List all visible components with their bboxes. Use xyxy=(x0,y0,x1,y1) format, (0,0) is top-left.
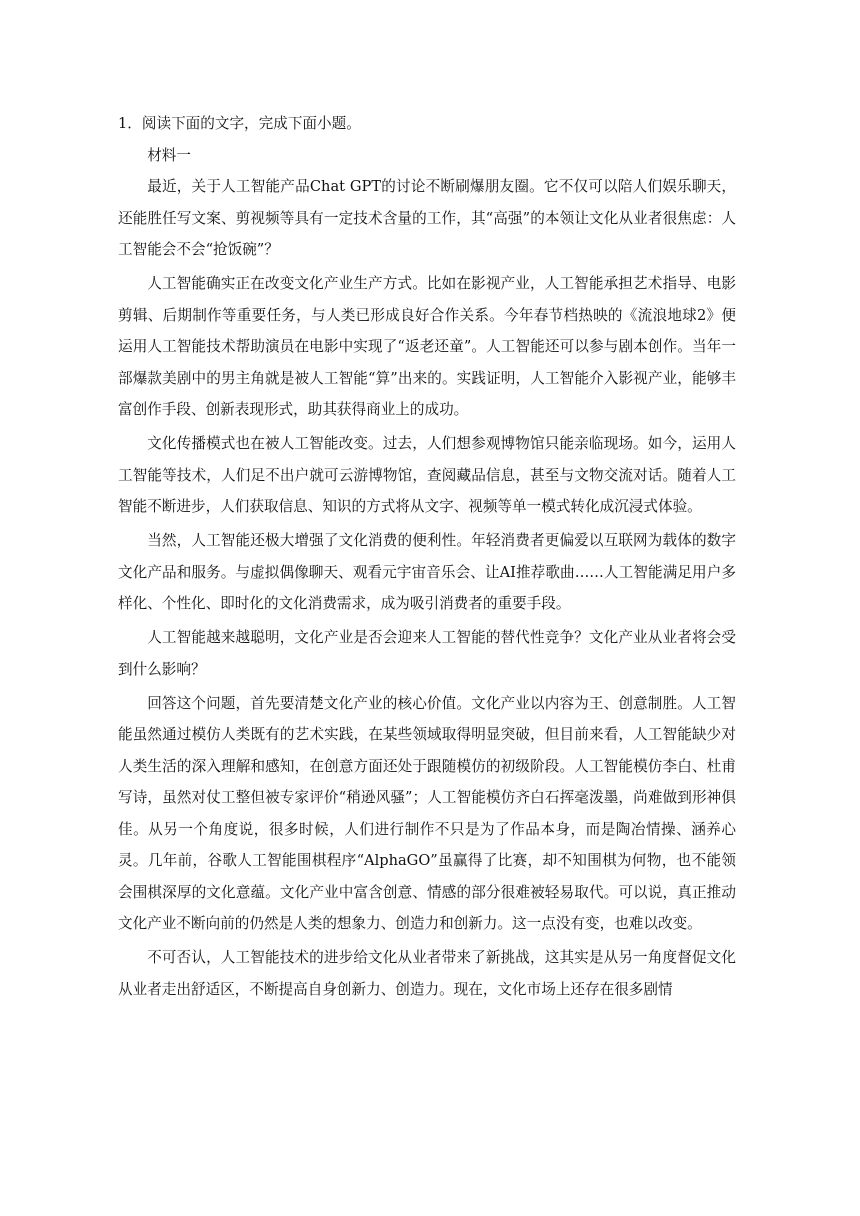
paragraph: 人工智能越来越聪明，文化产业是否会迎来人工智能的替代性竞争？文化产业从业者将会受到什么影响？ xyxy=(118,629,736,678)
material-heading: 材料一 xyxy=(147,146,191,164)
paragraph: 最近，关于人工智能产品Chat GPT的讨论不断刷爆朋友圈。它不仅可以陪人们娱乐聊天，还能胜任写文案、剪视频等具有一定技术含量的工作，其“高强”的本领让文化从业者很焦虑：人工智能会不会“抢饭碗”？ xyxy=(118,178,736,258)
question-prompt: 1．阅读下面的文字，完成下面小题。 xyxy=(118,115,361,132)
paragraph: 文化传播模式也在被人工智能改变。过去，人们想参观博物馆只能亲临现场。如今，运用人工智能等技术，人们足不出户就可云游博物馆，查阅藏品信息，甚至与文物交流对话。随着人工智能不断进步，人们获取信息、知识的方式将从文字、视频等单一模式转化成沉浸式体验。 xyxy=(118,435,736,515)
paragraph: 不可否认，人工智能技术的进步给文化从业者带来了新挑战，这其实是从另一角度督促文化从业者走出舒适区，不断提高自身创新力、创造力。现在，文化市场上还存在很多剧情 xyxy=(118,949,736,998)
paragraph: 当然，人工智能还极大增强了文化消费的便利性。年轻消费者更偏爱以互联网为载体的数字文化产品和服务。与虚拟偶像聊天、观看元宇宙音乐会、让AI推荐歌曲……人工智能满足用户多样化、个性化、即时化的文化消费需求，成为吸引消费者的重要手段。 xyxy=(118,532,736,612)
paragraph: 回答这个问题，首先要清楚文化产业的核心价值。文化产业以内容为王、创意制胜。人工智能虽然通过模仿人类既有的艺术实践，在某些领域取得明显突破，但目前来看，人工智能缺少对人类生活的深入理解和感知，在创意方面还处于跟随模仿的初级阶段。人工智能模仿李白、杜甫写诗，虽然对仗工整但被专家评价“稍逊风骚”；人工智能模仿齐白石挥毫泼墨，尚难做到形神俱佳。从另一个角度说，很多时候，人们进行制作不只是为了作品本身，而是陶冶情操、涵养心灵。几年前，谷歌人工智能围棋程序“AlphaGO”虽赢得了比赛，却不知围棋为何物，也不能领会围棋深厚的文化意蕴。文化产业中富含创意、情感的部分很难被轻易取代。可以说，真正推动文化产业不断向前的仍然是人类的想象力、创造力和创新力。这一点没有变，也难以改变。 xyxy=(118,694,736,932)
document-body xyxy=(118,108,736,1008)
paragraph: 人工智能确实正在改变文化产业生产方式。比如在影视产业，人工智能承担艺术指导、电影剪辑、后期制作等重要任务，与人类已形成良好合作关系。今年春节档热映的《流浪地球2》便运用人工智能技术帮助演员在电影中实现了“返老还童”。人工智能还可以参与剧本创作。当年一部爆款美剧中的男主角就是被人工智能“算”出来的。实践证明，人工智能介入影视产业，能够丰富创作手段、创新表现形式，助其获得商业上的成功。 xyxy=(118,275,736,418)
